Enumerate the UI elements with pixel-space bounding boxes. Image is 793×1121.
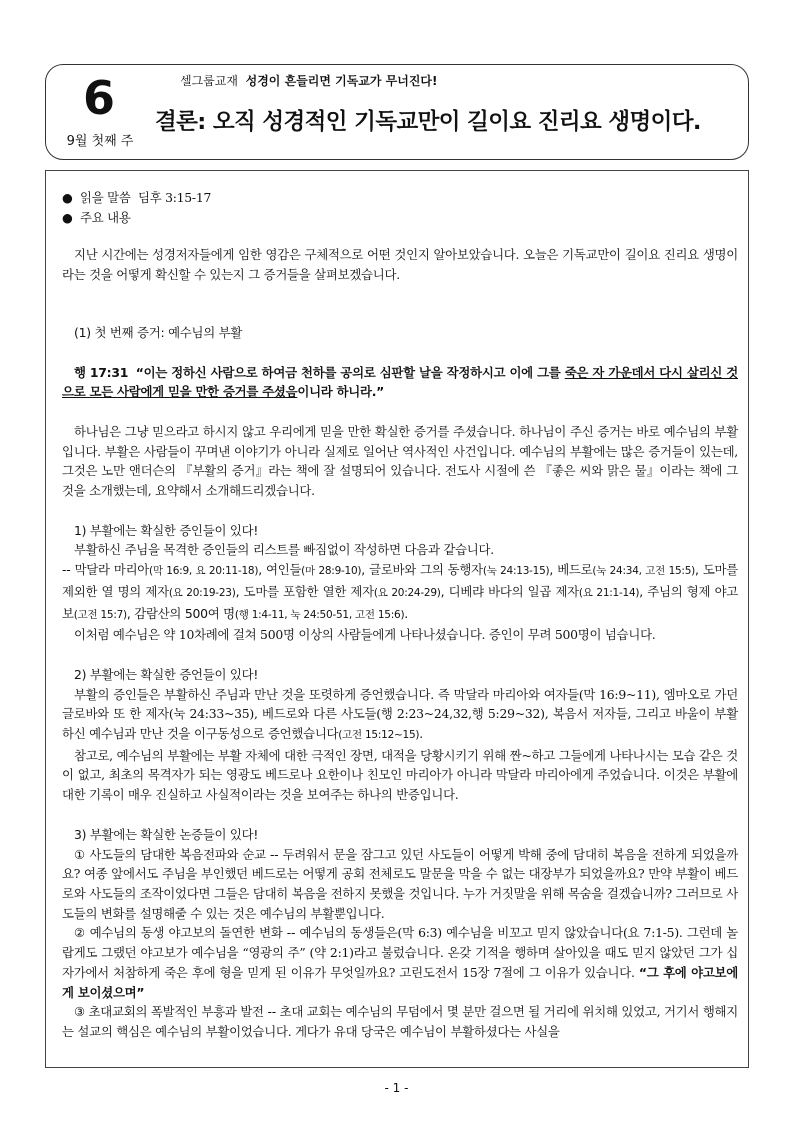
argument-heading: ② 예수님의 동생 야고보의 돌연한 변화 --	[74, 925, 296, 941]
verse-text-end: 이니라 하니라.”	[297, 384, 385, 400]
witness-ref: (고전 15:7)	[73, 608, 127, 621]
witness: , 여인들	[258, 562, 302, 578]
witness-ref: (눅 24:13-15)	[482, 565, 550, 578]
witness-ref: (마 28:9-10)	[301, 565, 362, 578]
reading-label: 읽을 말씀	[80, 190, 131, 205]
witness: , 디베랴 바다의 일곱 제자	[440, 583, 579, 599]
intro-paragraph: 지난 시간에는 성경저자들에게 임한 영감은 구체적으로 어떤 것인지 알아보았습니다. 오늘은 기독교만이 길이요 진리요 생명이라는 것을 어떻게 확신할 수 있는지 그 증거들을 살펴보겠습니다.	[62, 247, 738, 283]
page-number: - 1 -	[384, 1081, 409, 1095]
main-content-line	[62, 208, 738, 228]
reading-line	[62, 188, 738, 208]
witness: , 글로바와 그의 동행자	[361, 562, 483, 578]
witness: -- 막달라 마리아	[62, 562, 150, 578]
witness-ref: (눅 24:34, 고전 15:5)	[592, 565, 695, 578]
main-label: 주요 내용	[80, 209, 131, 225]
body-paragraph	[62, 685, 738, 746]
testimony-ref: (고전 15:12~15)	[338, 729, 420, 742]
body-paragraph: 참고로, 예수님의 부활에는 부활 자체에 대한 극적인 장면, 대적을 당황시키기 위해 짠~하고 그들에게 나타나시는 모습 같은 것이 없고, 최초의 목격자가 되는 영광도 베드로나 요한이나 친모인 마리아가 아니라 막달라 마리아에게 주었습니다. 이것은 부활에 대한 기록이 매우 진실하고 사실적이라는 것을 보여주는 하나의 반증입니다.	[62, 747, 738, 803]
witness-ref: (행 1:4-11, 눅 24:50-51, 고전 15:6)	[234, 608, 405, 621]
reading-ref: 딤후 3:15-17	[137, 190, 212, 205]
witness-ref: (요 20:24-29)	[373, 586, 441, 599]
witness: , 도마를 포함한 열한 제자	[235, 583, 374, 599]
witness-list	[62, 560, 738, 625]
witness-ref: (요 20:19-23)	[168, 586, 236, 599]
testimony-end: .	[419, 726, 423, 742]
verse-text-underlined: 죽은 자 가운데서 다시 살리신 것으로 모든 사람에게 믿을 만한 증거를 주셨음	[62, 364, 738, 400]
witness-ref: (막 16:9, 요 20:11-18)	[149, 565, 259, 578]
subsection-heading: 1) 부활에는 확실한 증인들이 있다!	[74, 522, 259, 538]
argument-quote: “그 후에 야고보에게 보이셨으며”	[62, 964, 738, 1000]
bullet-icon: ●	[62, 209, 73, 225]
witness: .	[404, 605, 408, 621]
testimony-text: 부활의 증인들은 부활하신 주님과 만난 것을 또렷하게 증언했습니다. 즉 막달라 마리아와 여자들(막 16:9~11), 엠마오로 가던 글로바와 또 한 제자(눅 24:33~35), 베드로와 다른 사도들(행 2:23~24,32,행 5:29~32), 복음서 저자들, 그리고 바울이 부활하신 예수님과 만난 것을 이구동성으로 증언했습니다	[62, 686, 738, 742]
argument-text: 두려워서 문을 잠그고 있던 사도들이 어떻게 박해 중에 담대히 복음을 전하게 되었을까요? 여종 앞에서도 주님을 부인했던 베드로는 어떻게 공회 전체로도 말문을 막을 수 없는 대장부가 되었을까요? 만약 부활이 베드로와 사도들의 조작이었다면 그들은 담대히 복음을 전하지 못했을 것입니다. 누가 거짓말을 위해 목숨을 걸겠습니까? 그러므로 사도들의 변화를 설명해줄 수 있는 것은 예수님의 부활뿐입니다.	[62, 846, 738, 921]
argument-text: 예수님의 동생들은(막 6:3) 예수님을 비꼬고 믿지 않았습니다(요 7:1-5). 그런데 놀랍게도 그랬던 야고보가 예수님을 “영광의 주” (약 2:1)라고 불렀습니다. 온갖 기적을 행하며 살아있을 때도 믿지 않았던 그가 십자가에서 처참하게 죽은 후에 형을 믿게 된 이유가 무엇일까요? 고린도전서 15장 7절에 그 이유가 있습니다.	[62, 925, 738, 980]
subsection-heading: 2) 부활에는 확실한 증언들이 있다!	[74, 666, 259, 682]
verse-paragraph	[62, 363, 738, 402]
section-heading: (1) 첫 번째 증거: 예수님의 부활	[74, 324, 243, 340]
witness: , 주님의 형제 야고보	[62, 583, 739, 621]
argument-paragraph	[62, 923, 738, 1002]
bullet-icon: ●	[62, 190, 73, 205]
argument-paragraph	[62, 1002, 738, 1041]
argument-paragraph	[62, 845, 738, 924]
verse-text: “이는 정하신 사람으로 하여금 천하를 공의로 심판할 날을 작정하시고 이에 그를	[135, 364, 565, 380]
series-label: 셀그룹교재	[180, 74, 238, 88]
verse-ref: 행 17:31	[74, 364, 129, 380]
series-line	[180, 72, 438, 89]
witness: , 감람산의 500여 명	[126, 605, 235, 621]
lesson-number: 6	[82, 71, 115, 125]
body-paragraph: 이처럼 예수님은 약 10차례에 걸쳐 500명 이상의 사람들에게 나타나셨습니다. 증인이 무려 500명이 넘습니다.	[74, 627, 656, 643]
witness: , 도마를 제외한 열 명의 제자	[62, 562, 738, 599]
series-title: 성경이 흔들리면 기독교가 무너진다!	[245, 74, 438, 88]
body-paragraph: 부활하신 주님을 목격한 증인들의 리스트를 빠짐없이 작성하면 다음과 같습니다.	[74, 542, 494, 558]
subsection-heading: 3) 부활에는 확실한 논증들이 있다!	[74, 826, 259, 842]
page-title: 결론: 오직 성경적인 기독교만이 길이요 진리요 생명이다.	[155, 109, 701, 135]
witness: , 베드로	[549, 562, 593, 578]
argument-heading: ③ 초대교회의 폭발적인 부흥과 발전 --	[74, 1004, 276, 1020]
argument-text: 초대 교회는 예수님의 무덤에서 몇 분만 걸으면 될 거리에 위치해 있었고, 거기서 행해지는 설교의 핵심은 예수님의 부활이었습니다. 게다가 유대 당국은 예수님이 부활하셨다는 사실을	[62, 1004, 738, 1039]
body-paragraph: 하나님은 그냥 믿으라고 하시지 않고 우리에게 믿을 만한 확실한 증거를 주셨습니다. 하나님이 주신 증거는 바로 예수님의 부활입니다. 부활은 사람들이 꾸며낸 이야기가 아니라 실제로 일어난 역사적인 사건입니다. 예수님의 부활에는 많은 증거들이 있는데, 그것은 노만 앤더슨의 『부활의 증거』라는 책에 잘 설명되어 있습니다. 전도사 시절에 쓴 『좋은 씨와 맑은 물』이라는 책에 그것을 소개했는데, 요약해서 소개해드리겠습니다.	[62, 423, 738, 499]
argument-heading: ① 사도들의 담대한 복음전파와 순교 --	[74, 846, 279, 862]
lesson-week: 9월 첫째 주	[66, 134, 134, 149]
witness-ref: (요 21:1-14)	[578, 586, 640, 599]
content-body	[62, 188, 738, 1042]
